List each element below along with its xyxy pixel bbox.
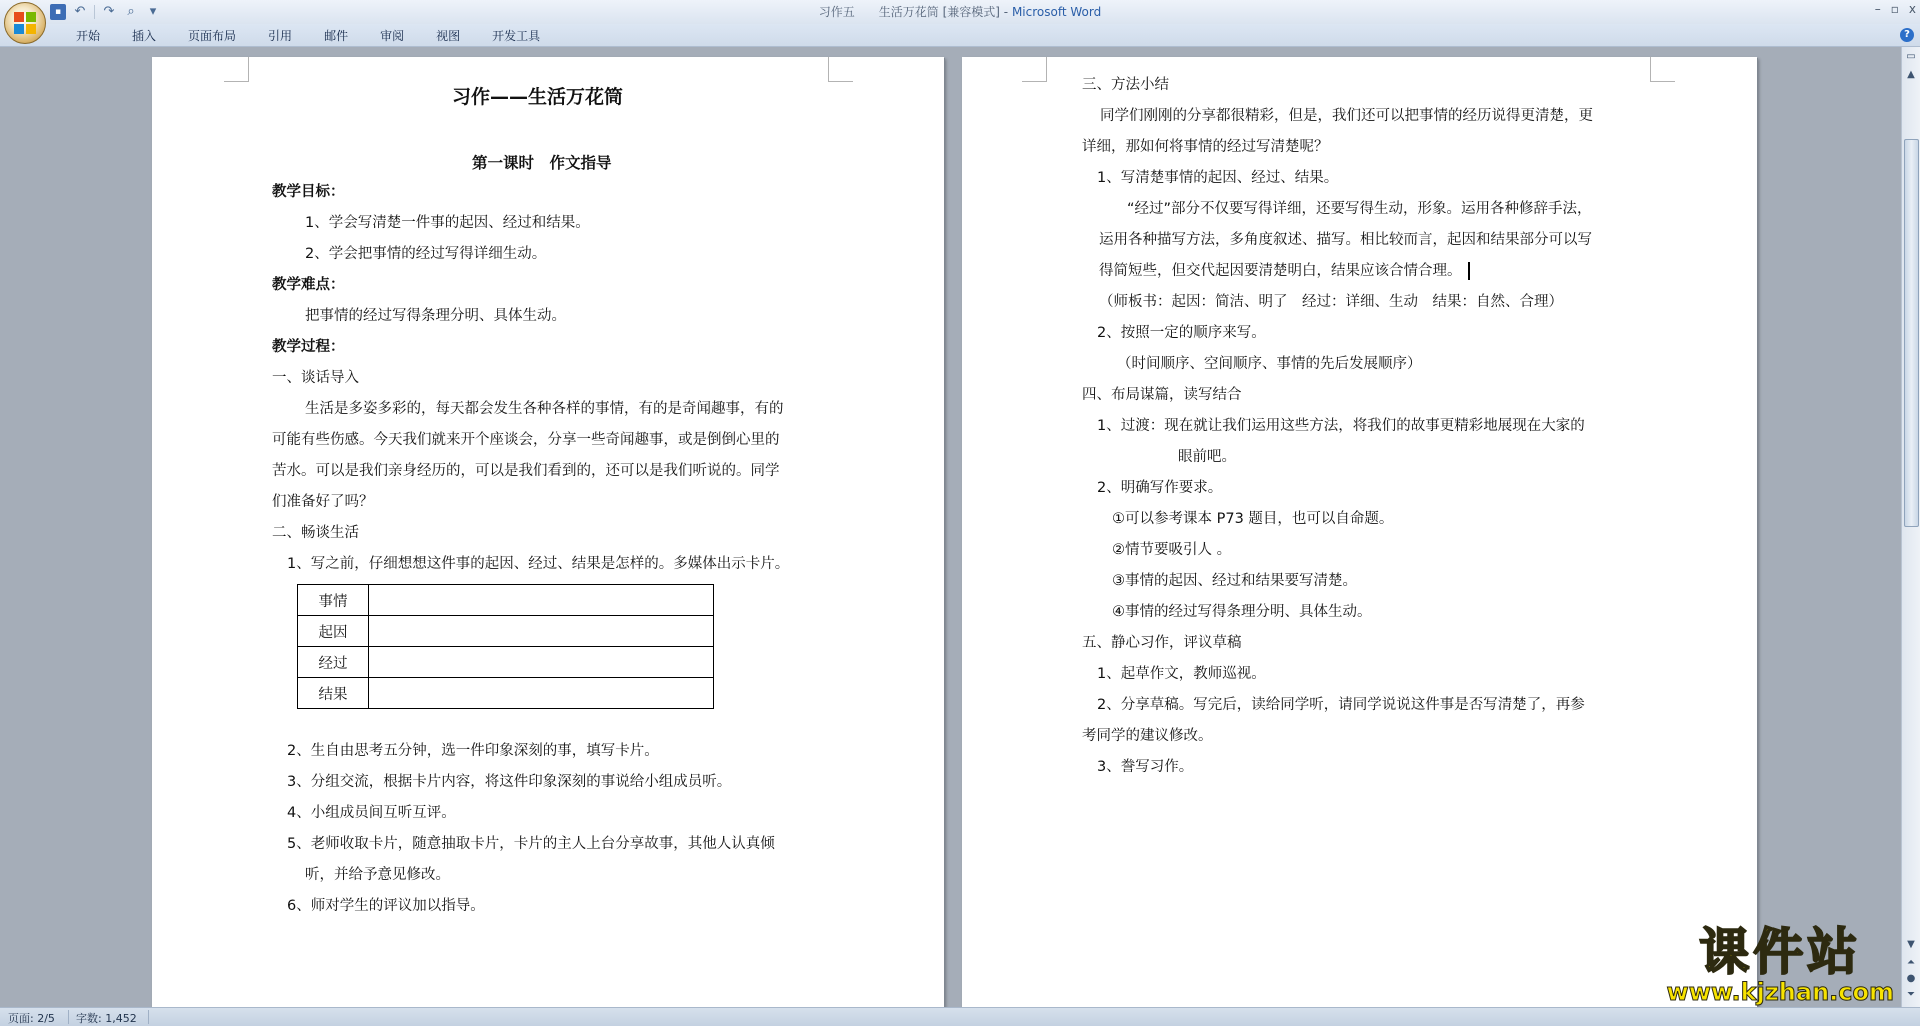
text-line: 运用各种描写方法，多角度叙述、描写。相比较而言，起因和结果部分可以写: [1099, 232, 1592, 248]
watermark-brand: 课件站: [1699, 922, 1862, 981]
text-line: 详细，那如何将事情的经过写清楚呢？: [1082, 139, 1329, 155]
text-line: 苦水。可以是我们亲身经历的，可以是我们看到的，还可以是我们听说的。同学: [272, 463, 780, 479]
table-cell-empty[interactable]: [369, 678, 714, 709]
text-line: （时间顺序、空间顺序、事情的先后发展顺序）: [1117, 356, 1422, 372]
table-cell-label: 事情: [298, 585, 369, 616]
text-line: （师板书：起因：简洁、明了 经过：详细、生动 结果：自然、合理）: [1099, 294, 1563, 310]
event-card-table: [297, 584, 714, 709]
document-page-1[interactable]: [152, 57, 944, 1007]
tab-view[interactable]: 视图: [436, 29, 461, 43]
watermark-url: www.kjzhan.com: [1666, 978, 1894, 1006]
text-line: 1、写清楚事情的起因、经过、结果。: [1097, 170, 1339, 186]
text-line: ②情节要吸引人 。: [1112, 542, 1232, 558]
text-line: 5、老师收取卡片，随意抽取卡片，卡片的主人上台分享故事，其他人认真倾: [287, 836, 775, 852]
help-icon[interactable]: ?: [1900, 28, 1914, 42]
text-line: 二、畅谈生活: [272, 525, 359, 541]
page-count-status[interactable]: 页面: 2/5: [8, 1012, 55, 1025]
status-bar: [0, 1007, 1920, 1026]
undo-icon[interactable]: ↶: [74, 4, 86, 19]
text-line: ④事情的经过写得条理分明、具体生动。: [1112, 604, 1372, 620]
close-button[interactable]: x: [1908, 2, 1916, 16]
ruler-toggle-icon[interactable]: ▭: [1906, 51, 1916, 62]
text-line: 2、明确写作要求。: [1097, 480, 1223, 496]
document-name: 习作五 生活万花筒 [兼容模式]: [818, 5, 1000, 19]
document-page-2[interactable]: [962, 57, 1757, 1007]
next-page-icon[interactable]: ⏷: [1907, 989, 1915, 1000]
table-cell-label: 经过: [298, 647, 369, 678]
redo-icon[interactable]: ↷: [103, 4, 115, 19]
tab-home[interactable]: 开始: [76, 29, 101, 43]
text-line: 1、学会写清楚一件事的起因、经过和结果。: [305, 215, 590, 231]
minimize-button[interactable]: –: [1874, 2, 1881, 16]
document-area: [0, 47, 1902, 1007]
ribbon-tabs: [60, 28, 556, 44]
tab-mailings[interactable]: 邮件: [324, 29, 349, 43]
table-cell-label: 起因: [298, 616, 369, 647]
tab-insert[interactable]: 插入: [132, 29, 157, 43]
text-line: “经过”部分不仅要写得详细，还要写得生动，形象。运用各种修辞手法，: [1127, 201, 1592, 217]
text-line: ③事情的起因、经过和结果要写清楚。: [1112, 573, 1357, 589]
section-heading: 教学难点：: [272, 277, 345, 293]
text-line: 四、布局谋篇，读写结合: [1082, 387, 1242, 403]
window-controls: [1875, 2, 1916, 16]
text-line: 2、学会把事情的经过写得详细生动。: [305, 246, 547, 262]
site-watermark: [1666, 922, 1894, 1006]
text-line: ①可以参考课本 P73 题目，也可以自命题。: [1112, 511, 1394, 527]
window-title: [0, 3, 1920, 20]
section-heading: 教学过程：: [272, 339, 345, 355]
table-row: [298, 616, 714, 647]
scrollbar-thumb[interactable]: [1904, 139, 1919, 527]
table-row: [298, 585, 714, 616]
status-separator: [68, 1010, 69, 1024]
scroll-up-icon[interactable]: ▲: [1907, 69, 1915, 80]
ribbon: [0, 24, 1920, 47]
text-segment: 得简短些，但交代起因要清楚明白，结果应该合情合理。: [1099, 263, 1462, 279]
text-line: 2、按照一定的顺序来写。: [1097, 325, 1266, 341]
title-bar: [0, 0, 1920, 25]
table-row: [298, 678, 714, 709]
text-line: 眼前吧。: [1178, 449, 1236, 465]
text-line: 同学们刚刚的分享都很精彩，但是，我们还可以把事情的经历说得更清楚，更: [1100, 108, 1593, 124]
scroll-down-icon[interactable]: ▼: [1907, 939, 1915, 950]
app-name: Microsoft Word: [1011, 5, 1102, 19]
tab-developer[interactable]: 开发工具: [492, 29, 541, 43]
text-line: 生活是多姿多彩的，每天都会发生各种各样的事情，有的是奇闻趣事，有的: [305, 401, 784, 417]
text-line: 2、分享草稿。写完后，读给同学听，请同学说说这件事是否写清楚了，再参: [1097, 697, 1585, 713]
document-title: 习作——生活万花筒: [452, 86, 624, 108]
text-line: 2、生自由思考五分钟，选一件印象深刻的事，填写卡片。: [287, 743, 659, 759]
text-cursor: [1468, 262, 1470, 280]
tab-references[interactable]: 引用: [268, 29, 293, 43]
text-line: 三、方法小结: [1082, 77, 1169, 93]
text-line: 6、师对学生的评议加以指导。: [287, 898, 485, 914]
table-cell-empty[interactable]: [369, 647, 714, 678]
text-line: 一、谈话导入: [272, 370, 359, 386]
text-line: 4、小组成员间互听互评。: [287, 805, 456, 821]
office-button[interactable]: [4, 2, 46, 44]
table-row: [298, 647, 714, 678]
text-line: 把事情的经过写得条理分明、具体生动。: [305, 308, 566, 324]
office-logo-icon: [14, 12, 36, 34]
status-separator: [148, 1010, 149, 1024]
text-line: [1099, 261, 1470, 281]
page-1-content: [152, 57, 944, 1007]
table-cell-empty[interactable]: [369, 585, 714, 616]
customize-qat-icon[interactable]: ▾: [149, 4, 157, 19]
text-line: 可能有些伤感。今天我们就来开个座谈会，分享一些奇闻趣事，或是倒倒心里的: [272, 432, 780, 448]
previous-page-icon[interactable]: ⏶: [1907, 957, 1915, 968]
title-separator: -: [999, 5, 1012, 19]
text-line: 五、静心习作，评议草稿: [1082, 635, 1242, 651]
select-browse-object-icon[interactable]: ●: [1906, 973, 1916, 984]
save-icon[interactable]: ▪: [50, 4, 66, 20]
text-line: 3、誊写习作。: [1097, 759, 1194, 775]
tab-review[interactable]: 审阅: [380, 29, 405, 43]
lesson-subtitle: 第一课时 作文指导: [472, 154, 612, 172]
vertical-scrollbar[interactable]: [1901, 47, 1920, 1007]
text-line: 3、分组交流，根据卡片内容，将这件印象深刻的事说给小组成员听。: [287, 774, 732, 790]
word-count-status[interactable]: 字数: 1,452: [76, 1012, 137, 1025]
text-line: 1、起草作文，教师巡视。: [1097, 666, 1266, 682]
maximize-button[interactable]: ▫: [1890, 2, 1899, 16]
section-heading: 教学目标：: [272, 184, 345, 200]
table-cell-label: 结果: [298, 678, 369, 709]
tab-page-layout[interactable]: 页面布局: [188, 29, 237, 43]
table-cell-empty[interactable]: [369, 616, 714, 647]
text-line: 1、过渡：现在就让我们运用这些方法，将我们的故事更精彩地展现在大家的: [1097, 418, 1585, 434]
page-2-content: [962, 57, 1757, 1007]
text-line: 听，并给予意见修改。: [305, 867, 450, 883]
text-line: 们准备好了吗？: [272, 494, 374, 510]
text-line: 考同学的建议修改。: [1082, 728, 1213, 744]
text-line: 1、写之前，仔细想想这件事的起因、经过、结果是怎样的。多媒体出示卡片。: [287, 556, 790, 572]
print-preview-icon[interactable]: ⌕: [127, 4, 135, 19]
